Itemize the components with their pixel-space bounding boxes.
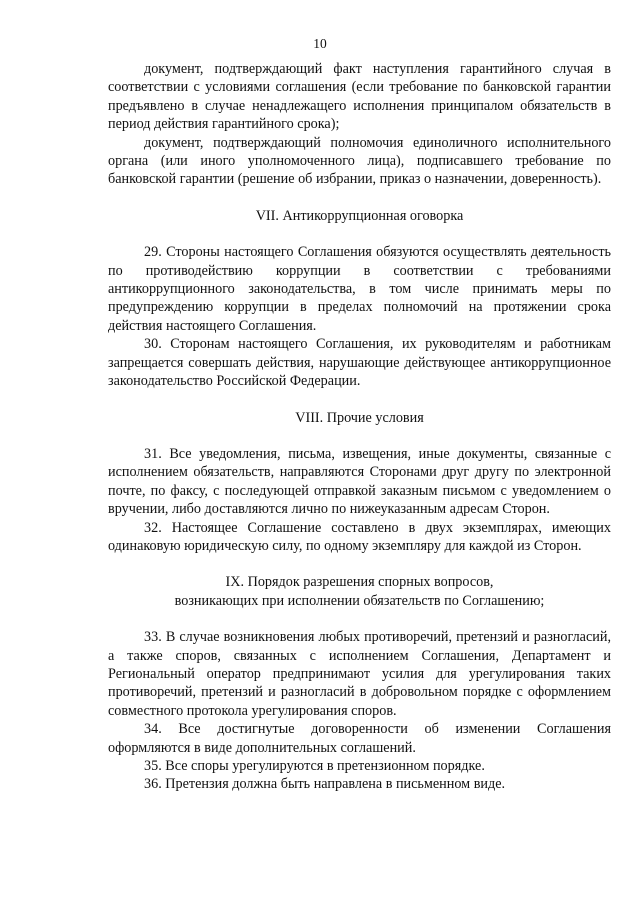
paragraph-authority-document: документ, подтверждающий полномочия единоличного исполнительного органа (или иного уполномоченного лица), подписавшего требование по банковской гарантии (решение об избрании, приказ о назначении, доверенность).	[108, 134, 611, 188]
paragraph-30: 30. Сторонам настоящего Соглашения, их руководителям и работникам запрещается совершать действия, нарушающие действующее антикоррупционное законодательство Российской Федерации.	[108, 336, 611, 390]
paragraph-29: 29. Стороны настоящего Соглашения обязуются осуществлять деятельность по противодействию коррупции в соответствии с требованиями антикоррупционного законодательства, в том числе принимать меры по предупреждению коррупции в пределах полномочий на протяжении срока действия настоящего Соглашения.	[108, 244, 611, 334]
section-9-title-line-2: возникающих при исполнении обязательств по Соглашению;	[174, 592, 545, 609]
section-8-title: VIII. Прочие условия	[295, 409, 424, 426]
page-number: 10	[313, 36, 327, 51]
paragraph-34: 34. Все достигнутые договоренности об изменении Соглашения оформляются в виде дополнительных соглашений.	[108, 721, 611, 756]
paragraph-35: 35. Все споры урегулируются в претензионном порядке.	[144, 758, 485, 774]
section-9-title-line-1: IX. Порядок разрешения спорных вопросов,	[225, 574, 494, 591]
paragraph-36: 36. Претензия должна быть направлена в письменном виде.	[144, 776, 506, 793]
paragraph-guarantee-event-document: документ, подтверждающий факт наступления гарантийного случая в соответствии с условиями соглашения (если требование по банковской гарантии предъявлено в случае ненадлежащего исполнения принципалом обязательств в период действия гарантийного срока);	[108, 61, 611, 133]
paragraph-32: 32. Настоящее Соглашение составлено в двух экземплярах, имеющих одинаковую юридическую силу, по одному экземпляру для каждой из Сторон.	[108, 519, 611, 554]
document-body	[108, 60, 611, 794]
paragraph-31: 31. Все уведомления, письма, извещения, иные документы, связанные с исполнением обязательств, направляются Сторонами друг другу по электронной почте, по факсу, с последующей отправкой заказным письмом с уведомлением о вручении, либо доставляются лично по нижеуказанным адресам Сторон.	[108, 445, 611, 518]
section-7-title: VII. Антикоррупционная оговорка	[255, 207, 464, 224]
paragraph-33: 33. В случае возникновения любых противоречий, претензий и разногласий, а также споров, связанных с исполнением Соглашения, Департамент и Региональный оператор предпринимают усилия для урегулирования таких противоречий, претензий и разногласий в добровольном порядке с оформлением совместного протокола урегулирования споров.	[108, 629, 611, 719]
section-9-title	[108, 573, 611, 610]
